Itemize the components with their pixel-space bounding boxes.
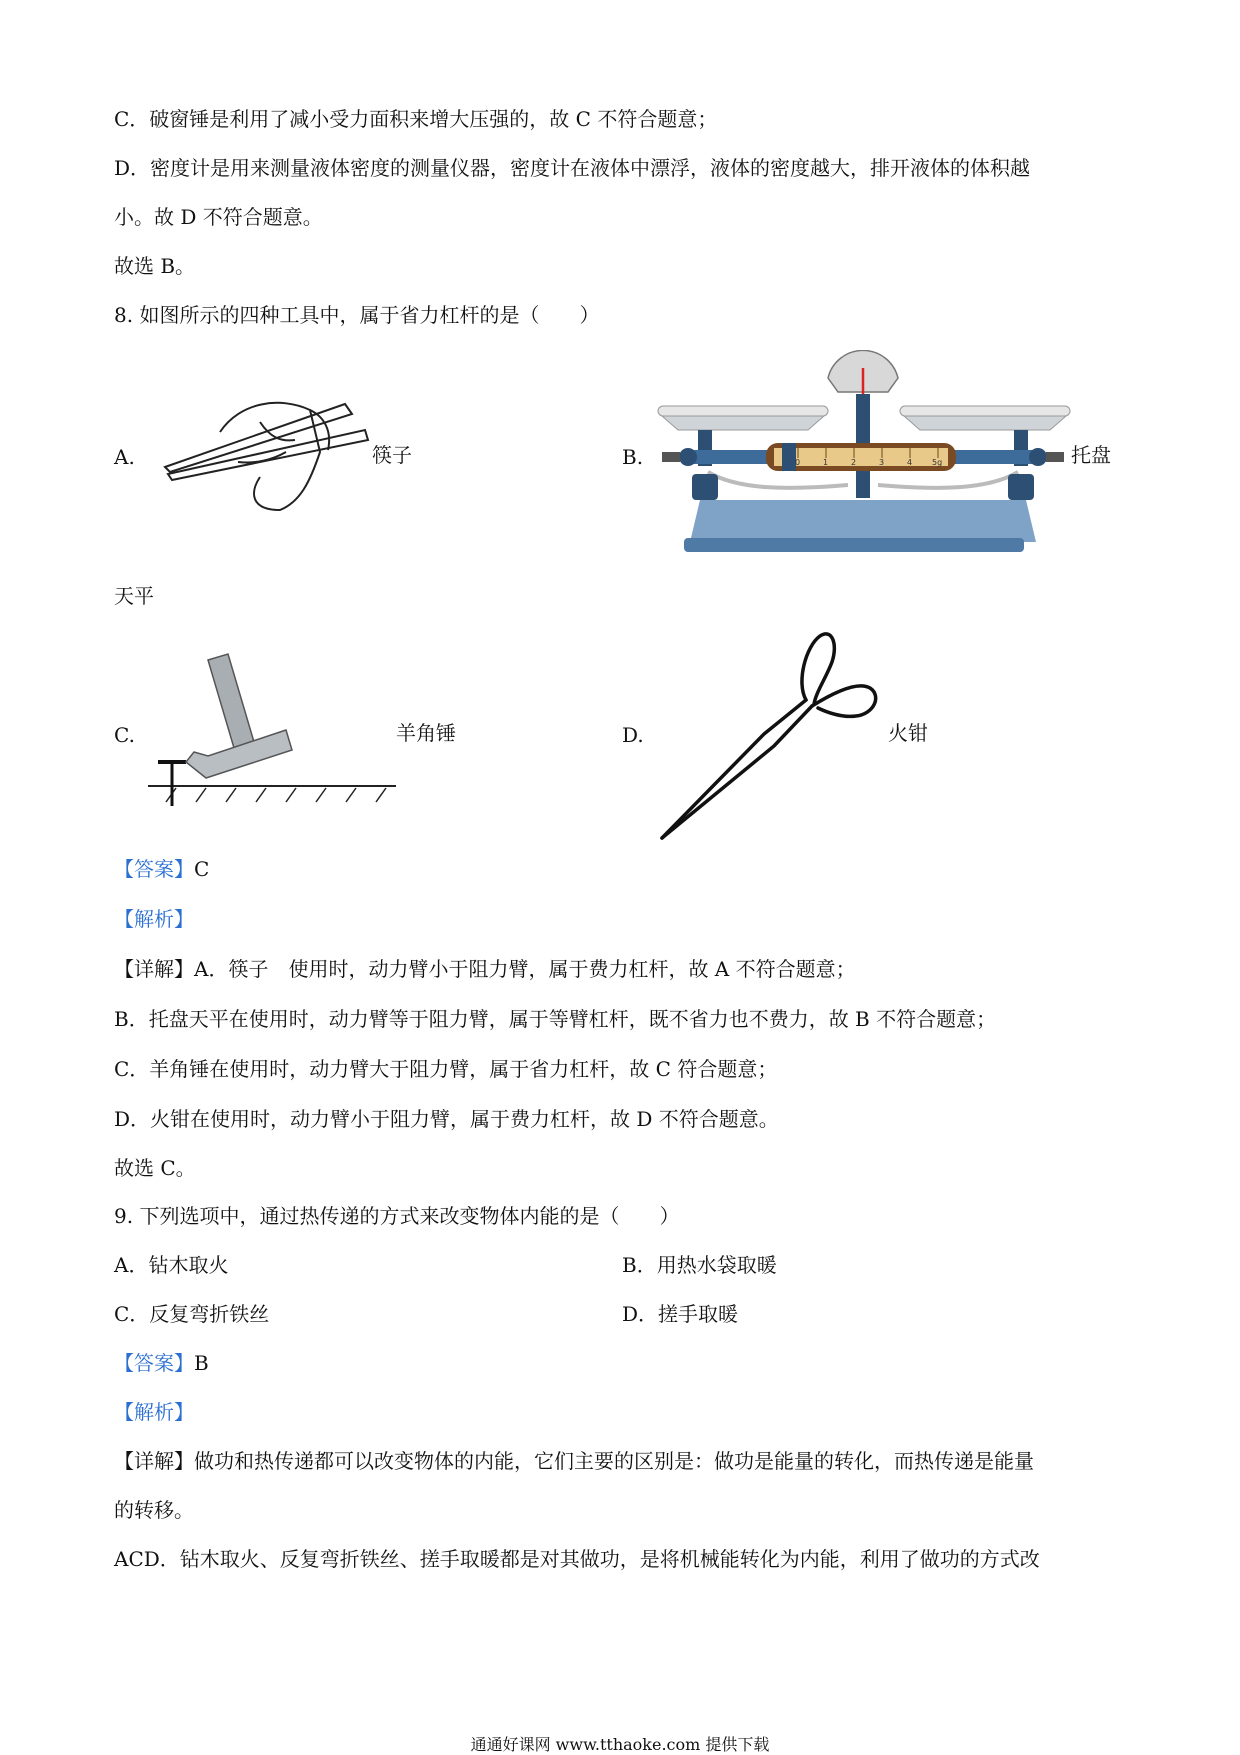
detail-8a [114,955,856,983]
scale-tick: 5g [932,458,943,467]
answer-tag: 【答案】 [114,1351,194,1375]
analysis-tag: 【解析】 [114,1400,194,1424]
question-9: 9. 下列选项中，通过热传递的方式来改变物体内能的是（ ） [114,1204,680,1228]
option-letter-d: D. [622,723,644,747]
text-line: 的转移。 [114,1498,194,1522]
text-line: 故选 C。 [114,1156,196,1180]
scale-tick: 3 [879,458,885,467]
option-letter-c: C. [114,723,135,747]
claw-hammer-figure [146,652,398,812]
text-line: ACD．钻木取火、反复弯折铁丝、搓手取暖都是对其做功，是将机械能转化为内能，利用了做功的方式改 [114,1547,1040,1571]
answer-value: B [194,1351,209,1375]
chopsticks-figure [160,392,370,514]
detail-tag: 【详解】 [114,1449,194,1473]
detail-8b: B．托盘天平在使用时，动力臂等于阻力臂，属于等臂杠杆，既不省力也不费力，故 B 不符合题意； [114,1007,997,1031]
analysis-tag: 【解析】 [114,907,194,931]
option-letter-b: B. [622,445,644,469]
answer-value: C [194,857,210,881]
detail-9 [114,1447,1034,1475]
text-line: 故选 B。 [114,254,196,278]
option-label-b-continued: 天平 [114,584,154,608]
q9-option-d: D．搓手取暖 [622,1302,739,1326]
option-label-b: 托盘 [1071,443,1111,467]
answer-tag: 【答案】 [114,857,194,881]
option-letter-a: A. [114,445,135,469]
q9-option-b: B．用热水袋取暖 [622,1253,777,1277]
option-label-d: 火钳 [888,721,928,745]
answer-9 [114,1349,209,1377]
question-8: 8. 如图所示的四种工具中，属于省力杠杆的是（ ） [114,303,600,327]
detail-tag: 【详解】 [114,957,194,981]
detail-8d: D．火钳在使用时，动力臂小于阻力臂，属于费力杠杆，故 D 不符合题意。 [114,1107,779,1131]
scale-tick: 1 [823,458,829,467]
detail-text: 做功和热传递都可以改变物体的内能，它们主要的区别是：做功是能量的转化，而热传递是能量 [194,1449,1034,1473]
detail-text: A．筷子 使用时，动力臂小于阻力臂，属于费力杠杆，故 A 不符合题意； [194,957,856,981]
scale-tick: 4 [907,458,913,467]
detail-8c: C．羊角锤在使用时，动力臂大于阻力臂，属于省力杠杆，故 C 符合题意； [114,1057,778,1081]
fire-tongs-figure [656,622,892,844]
option-label-c: 羊角锤 [396,721,456,745]
q9-option-c: C．反复弯折铁丝 [114,1302,270,1326]
q9-option-a: A．钻木取火 [114,1253,229,1277]
text-line: C．破窗锤是利用了减小受力面积来增大压强的，故 C 不符合题意； [114,107,718,131]
page-footer: 通通好课网 www.tthaoke.com 提供下载 [470,1735,770,1754]
scale-tick: 2 [851,458,857,467]
tray-balance-figure [648,350,1078,560]
text-line: D．密度计是用来测量液体密度的测量仪器，密度计在液体中漂浮，液体的密度越大，排开液体的体积越 [114,156,1031,180]
text-line: 小。故 D 不符合题意。 [114,205,323,229]
scale-tick: 0 [795,458,801,467]
answer-8 [114,855,209,883]
option-label-a: 筷子 [372,443,412,467]
